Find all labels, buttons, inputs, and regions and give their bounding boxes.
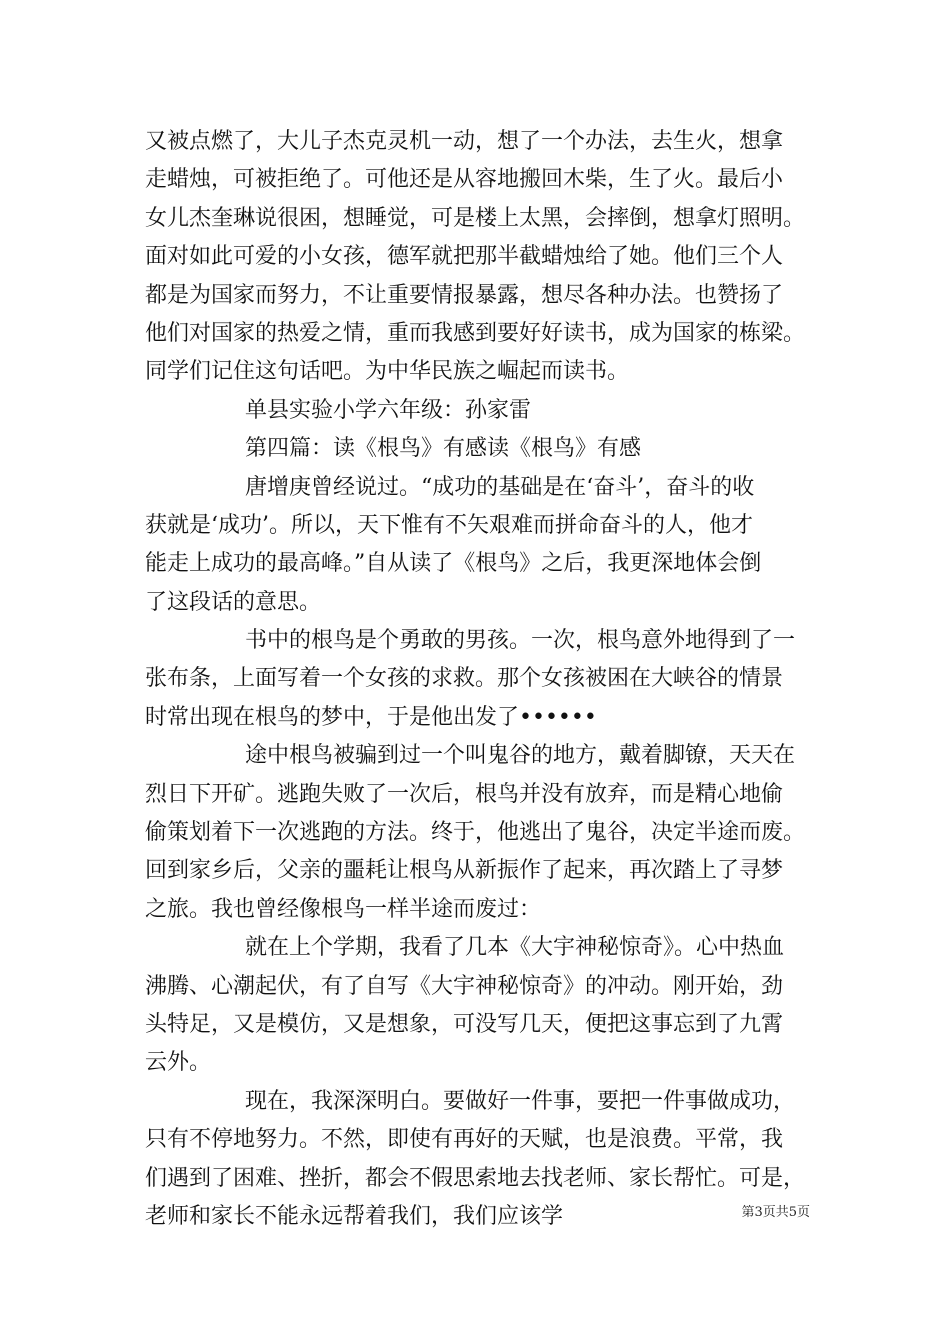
text-line: 就在上个学期，我看了几本《大宇神秘惊奇》。心中热血	[245, 935, 785, 961]
text-line: 现在，我深深明白。要做好一件事，要把一件事做成功，	[245, 1088, 796, 1114]
text-line: 他们对国家的热爱之情，重而我感到要好好读书，成为国家的栋梁。	[145, 320, 806, 346]
text-line: 走蜡烛，可被拒绝了。可他还是从容地搬回木柴，生了火。最后小	[145, 167, 784, 193]
author-line: 单县实验小学六年级：孙家雷	[245, 397, 532, 423]
text-line: 们遇到了困难、挫折，都会不假思索地去找老师、家长帮忙。可是，	[145, 1165, 806, 1191]
text-line: 途中根鸟被骗到过一个叫鬼谷的地方，戴着脚镣，天天在	[245, 743, 796, 769]
text-line: 只有不停地努力。不然，即使有再好的天赋，也是浪费。平常，我	[145, 1127, 784, 1153]
text-line: 时常出现在根鸟的梦中，于是他出发了••••••	[145, 704, 597, 730]
text-line: 唐增庚曾经说过。“成功的基础是在‘奋斗’，奋斗的收	[245, 474, 755, 500]
text-line: 张布条，上面写着一个女孩的求救。那个女孩被困在大峡谷的情景	[145, 666, 784, 692]
text-line: 烈日下开矿。逃跑失败了一次后，根鸟并没有放弃，而是精心地偷	[145, 781, 784, 807]
text-line: 偷策划着下一次逃跑的方法。终于，他逃出了鬼谷，决定半途而废。	[145, 820, 806, 846]
text-line: 又被点燃了，大儿子杰克灵机一动，想了一个办法，去生火，想拿	[145, 129, 784, 154]
text-line: 了这段话的意思。	[145, 589, 322, 615]
text-line: 回到家乡后，父亲的噩耗让根鸟从新振作了起来，再次踏上了寻梦	[145, 858, 784, 884]
text-line: 之旅。我也曾经像根鸟一样半途而废过：	[145, 896, 542, 922]
text-line: 云外。	[145, 1050, 212, 1076]
text-line: 都是为国家而努力，不让重要情报暴露，想尽各种办法。也赞扬了	[145, 282, 784, 308]
text-line: 面对如此可爱的小女孩，德军就把那半截蜡烛给了她。他们三个人	[145, 244, 784, 270]
section-heading: 第四篇：读《根鸟》有感读《根鸟》有感	[245, 436, 642, 462]
text-line: 能走上成功的最高峰。”自从读了《根鸟》之后，我更深地体会倒	[145, 551, 762, 577]
text-line: 头特足，又是模仿，又是想象，可没写几天，便把这事忘到了九霄	[145, 1011, 784, 1037]
text-line: 沸腾、心潮起伏，有了自写《大宇神秘惊奇》的冲动。刚开始，劲	[145, 973, 784, 999]
page-number-footer: 第3页共5页	[741, 1205, 810, 1220]
text-line: 老师和家长不能永远帮着我们，我们应该学	[145, 1203, 564, 1229]
text-line: 书中的根鸟是个勇敢的男孩。一次，根鸟意外地得到了一	[245, 628, 796, 654]
text-line: 获就是‘成功’。所以，天下惟有不矢艰难而拼命奋斗的人，他才	[145, 512, 753, 538]
text-line: 同学们记住这句话吧。为中华民族之崛起而读书。	[145, 359, 630, 385]
text-line: 女儿杰奎琳说很困，想睡觉，可是楼上太黑，会摔倒，想拿灯照明。	[145, 205, 806, 231]
body-text	[145, 123, 815, 1236]
